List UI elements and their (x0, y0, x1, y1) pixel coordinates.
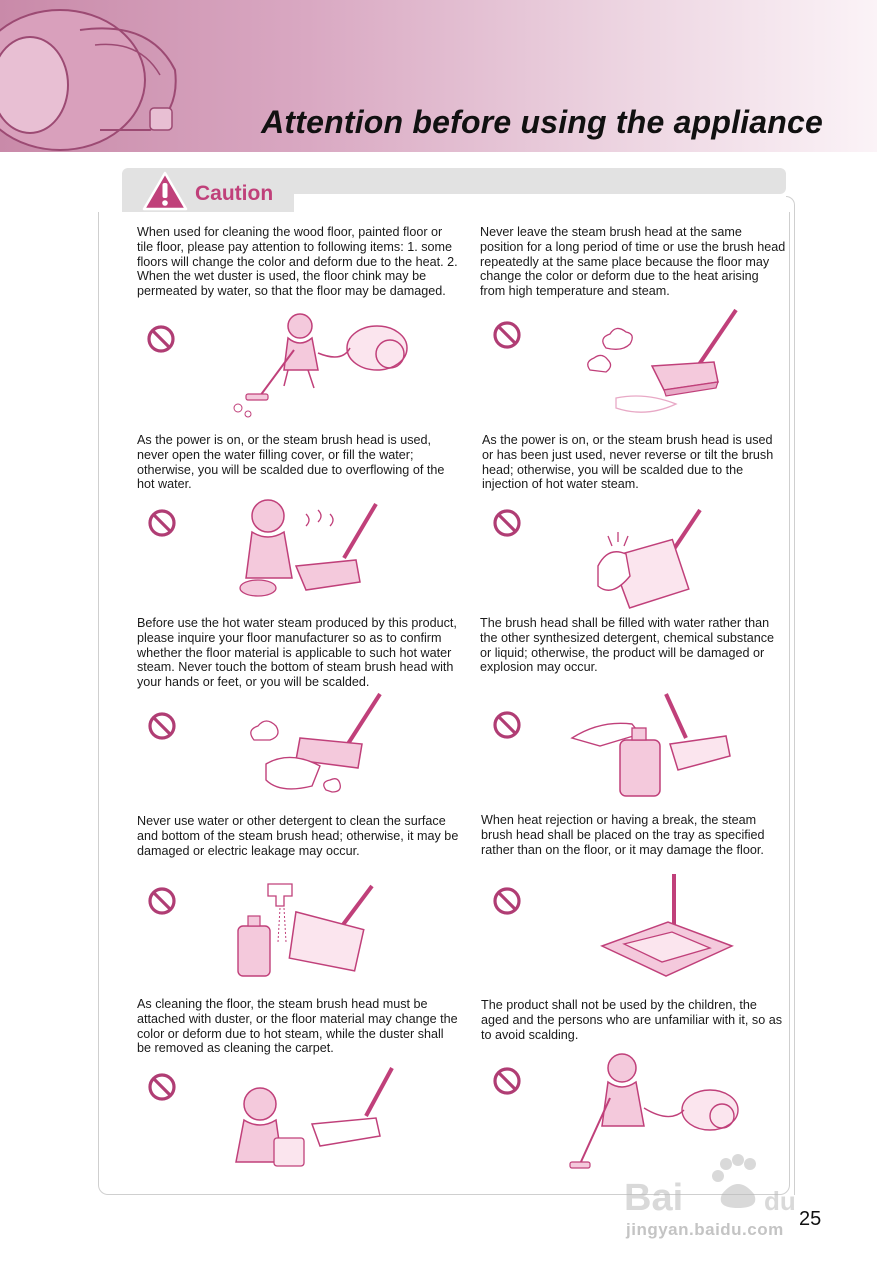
woman-removing-duster-illustration (216, 1066, 396, 1176)
brush-head-on-tray-illustration (598, 872, 738, 982)
caution-item-text: Never use water or other detergent to clean the surface and bottom of the steam brush head; otherwise, it may be damaged or electric leakage may occur. (137, 814, 459, 858)
steam-brush-head-on-floor-illustration (586, 308, 756, 423)
caution-item-brush-head-position (480, 225, 786, 299)
caution-item-children-aged (481, 998, 786, 1042)
woman-cleaning-floor-illustration (222, 308, 412, 420)
caution-item-reverse-brush-head (482, 433, 786, 492)
prohibited-icon (492, 508, 522, 538)
prohibited-icon (492, 1066, 522, 1096)
prohibited-icon (146, 324, 176, 354)
caution-item-text: When heat rejection or having a break, the steam brush head shall be placed on the tray as specified rather than on the floor, or it may damage the floor. (481, 813, 765, 857)
faucet-detergent-brush-head-illustration (232, 882, 382, 982)
caution-item-text: The product shall not be used by the children, the aged and the persons who are unfamiliar with it, so as to avoid scalding. (481, 998, 783, 1042)
caution-item-attach-duster (137, 997, 459, 1056)
caution-item-floor-manufacturer (137, 616, 459, 690)
prohibited-icon (492, 320, 522, 350)
hand-tilting-brush-head-illustration (588, 506, 708, 610)
caution-item-no-water-cleaning (137, 814, 459, 858)
prohibited-icon (147, 886, 177, 916)
prohibited-icon (147, 508, 177, 538)
caution-item-text: Before use the hot water steam produced by this product, please inquire your floor manufacturer so as to confirm whether the floor material is applicable to such hot water steam. Never touch the bottom of steam brush head with your hands or feet, or you will be scalded. (137, 616, 457, 690)
caution-item-text: As the power is on, or the steam brush head is used, never open the water filling cover, or fill the water; otherwise, you will be scalded due to overflowing of the hot water. (137, 433, 445, 492)
caution-item-use-tray (481, 813, 786, 857)
caution-item-text: The brush head shall be filled with water rather than the other synthesized detergent, chemical substance or liquid; otherwise, the product will be damaged or explosion may occur. (480, 616, 775, 675)
svg-text:du: du (764, 1186, 796, 1216)
caution-item-wood-floor (137, 225, 459, 299)
prohibited-icon (147, 711, 177, 741)
woman-scalded-by-hot-water-illustration (226, 486, 386, 604)
caution-item-text: Never leave the steam brush head at the same position for a long period of time or use the brush head repeatedly at the same place because the floor may change the color or deform due to the heat arising from high temperature and steam. (480, 225, 786, 299)
caution-label: Caution (195, 182, 274, 205)
watermark-url: jingyan.baidu.com (626, 1220, 784, 1239)
prohibited-icon (492, 886, 522, 916)
page-title: Attention before using the appliance (261, 104, 823, 140)
caution-item-water-filling-cover (137, 433, 459, 492)
caution-item-text: As cleaning the floor, the steam brush head must be attached with duster, or the floor material may change the color or deform due to hot steam, while the duster shall be removed as cleaning the carpet. (137, 997, 458, 1056)
vacuum-cleaner-illustration (0, 0, 200, 152)
content-frame-edge (786, 196, 795, 1195)
hand-touching-brush-head-illustration (240, 690, 390, 808)
prohibited-icon (492, 710, 522, 740)
page-number: 25 (799, 1208, 822, 1230)
warning-triangle-icon (142, 171, 188, 211)
detergent-bottle-and-brush-head-illustration (570, 690, 740, 800)
prohibited-icon (147, 1072, 177, 1102)
caution-item-text: As the power is on, or the steam brush head is used or has been just used, never reverse or tilt the brush head; otherwise, you will be scalded due to the injection of hot water steam. (482, 433, 774, 492)
caution-item-text: When used for cleaning the wood floor, painted floor or tile floor, please pay attention to following items: 1. some floors will change the color and deform due to the heat. 2. When the wet duster is used, the floor chink may be permeated by water, so that the floor may be damaged. (137, 225, 458, 299)
caution-item-fill-water-only (480, 616, 786, 675)
svg-text:Bai: Bai (624, 1177, 684, 1219)
